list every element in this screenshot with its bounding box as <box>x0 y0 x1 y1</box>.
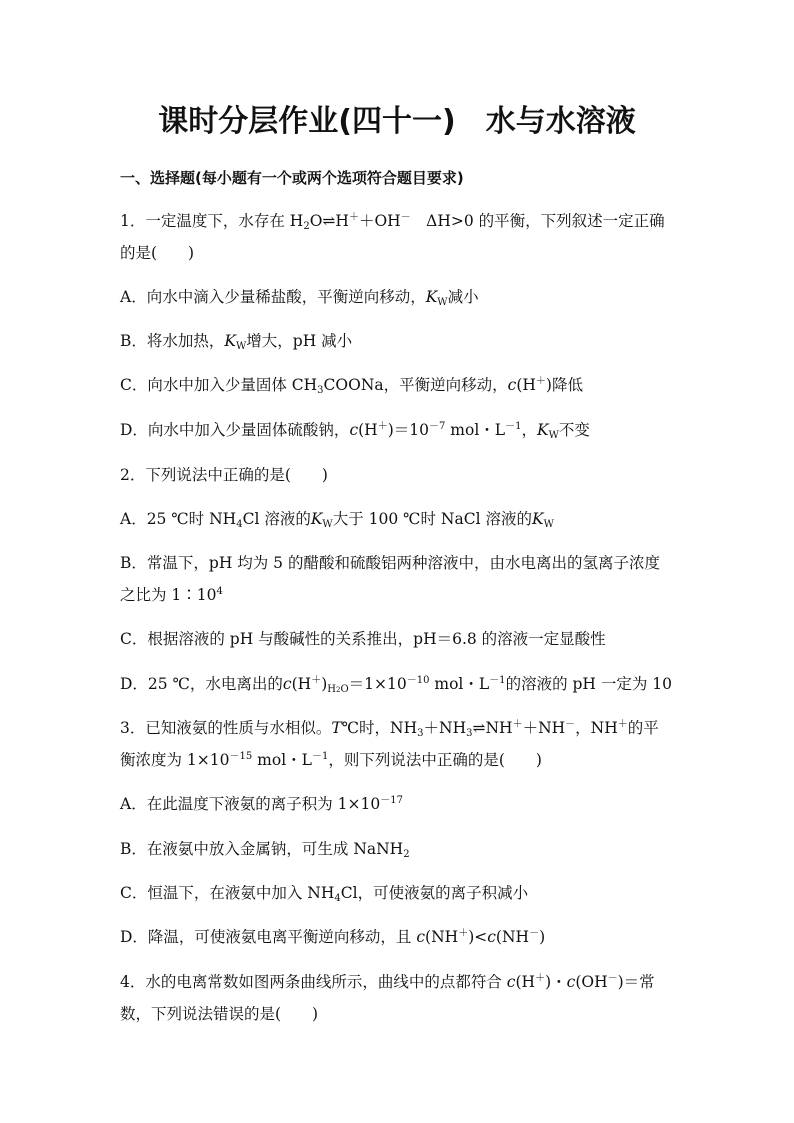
q1-stem-line1: 1．一定温度下，水存在 $H_2O\rightleftharpoons H^++OH^-$ ΔH>0 的平衡，下列叙述一定正确 <box>120 212 665 232</box>
q2-option-b-line2: 之比为 $1∶10^4$ <box>120 586 223 604</box>
q1-option-b: B．将水加热，$K_W$增大，pH 减小 <box>120 332 353 352</box>
title-main: 课时分层作业(四十一) <box>158 104 456 139</box>
section-heading: 一、选择题(每小题有一个或两个选项符合题目要求) <box>120 169 464 187</box>
q2-option-d: D．25 ℃，水电离出的$c(H^+)_{H2O}=1\times 10^{-10}$ mol・$L^{-1}$的溶液的 pH 一定为 10 <box>120 675 673 695</box>
q3-option-d: D．降温，可使液氨电离平衡逆向移动，且 c(NH＋)<c(NH－) <box>120 928 546 946</box>
q3-stem-line2: 衡浓度为 $1\times 10^{-15}$ mol・$L^{-1}$，则下列说法中正确的是( ) <box>120 751 542 769</box>
q3-option-c: C．恒温下，在液氨中加入 $NH_4Cl$，可使液氨的离子积减小 <box>120 884 529 904</box>
q2-stem: 2．下列说法中正确的是( ) <box>120 466 328 484</box>
page-title <box>0 96 794 140</box>
title-sub: 水与水溶液 <box>485 104 636 139</box>
q4-stem-line2: 数，下列说法错误的是( ) <box>120 1005 319 1023</box>
q3-option-b: B．在液氨中放入金属钠，可生成 NaNH$_2$ <box>120 840 410 860</box>
q1-option-c: C．向水中加入少量固体 $CH_3COONa$，平衡逆向移动，c(H＋)降低 <box>120 376 583 396</box>
q2-option-a: A．25 ℃时 $NH_4Cl$ 溶液的$K_W$大于 100 ℃时 NaCl 溶液的$K_W$ <box>120 510 554 530</box>
q2-option-c: C．根据溶液的 pH 与酸碱性的关系推出，pH＝6.8 的溶液一定显酸性 <box>120 630 606 648</box>
q4-stem-line1: 4．水的电离常数如图两条曲线所示，曲线中的点都符合 c(H＋)・c(OH－)＝常 <box>120 973 655 991</box>
q1-option-d: D．向水中加入少量固体硫酸钠，$c(H^+)=10^{-7}$ mol・$L^{-1}$，$K_W$不变 <box>120 421 590 441</box>
q2-option-b-line1: B．常温下，pH 均为 5 的醋酸和硫酸铝两种溶液中，由水电离出的氢离子浓度 <box>120 554 660 572</box>
q3-stem-line1: 3．已知液氨的性质与水相似。T℃时，$NH_3+NH_3\rightleftharpoons NH^++NH^-$，NH＋的平 <box>120 719 659 739</box>
q1-option-a: A．向水中滴入少量稀盐酸，平衡逆向移动，$K_W$减小 <box>120 288 479 308</box>
q3-option-a: A．在此温度下液氨的离子积为 $1\times 10^{-17}$ <box>120 795 403 813</box>
q1-stem-line2: 的是( ) <box>120 244 195 262</box>
